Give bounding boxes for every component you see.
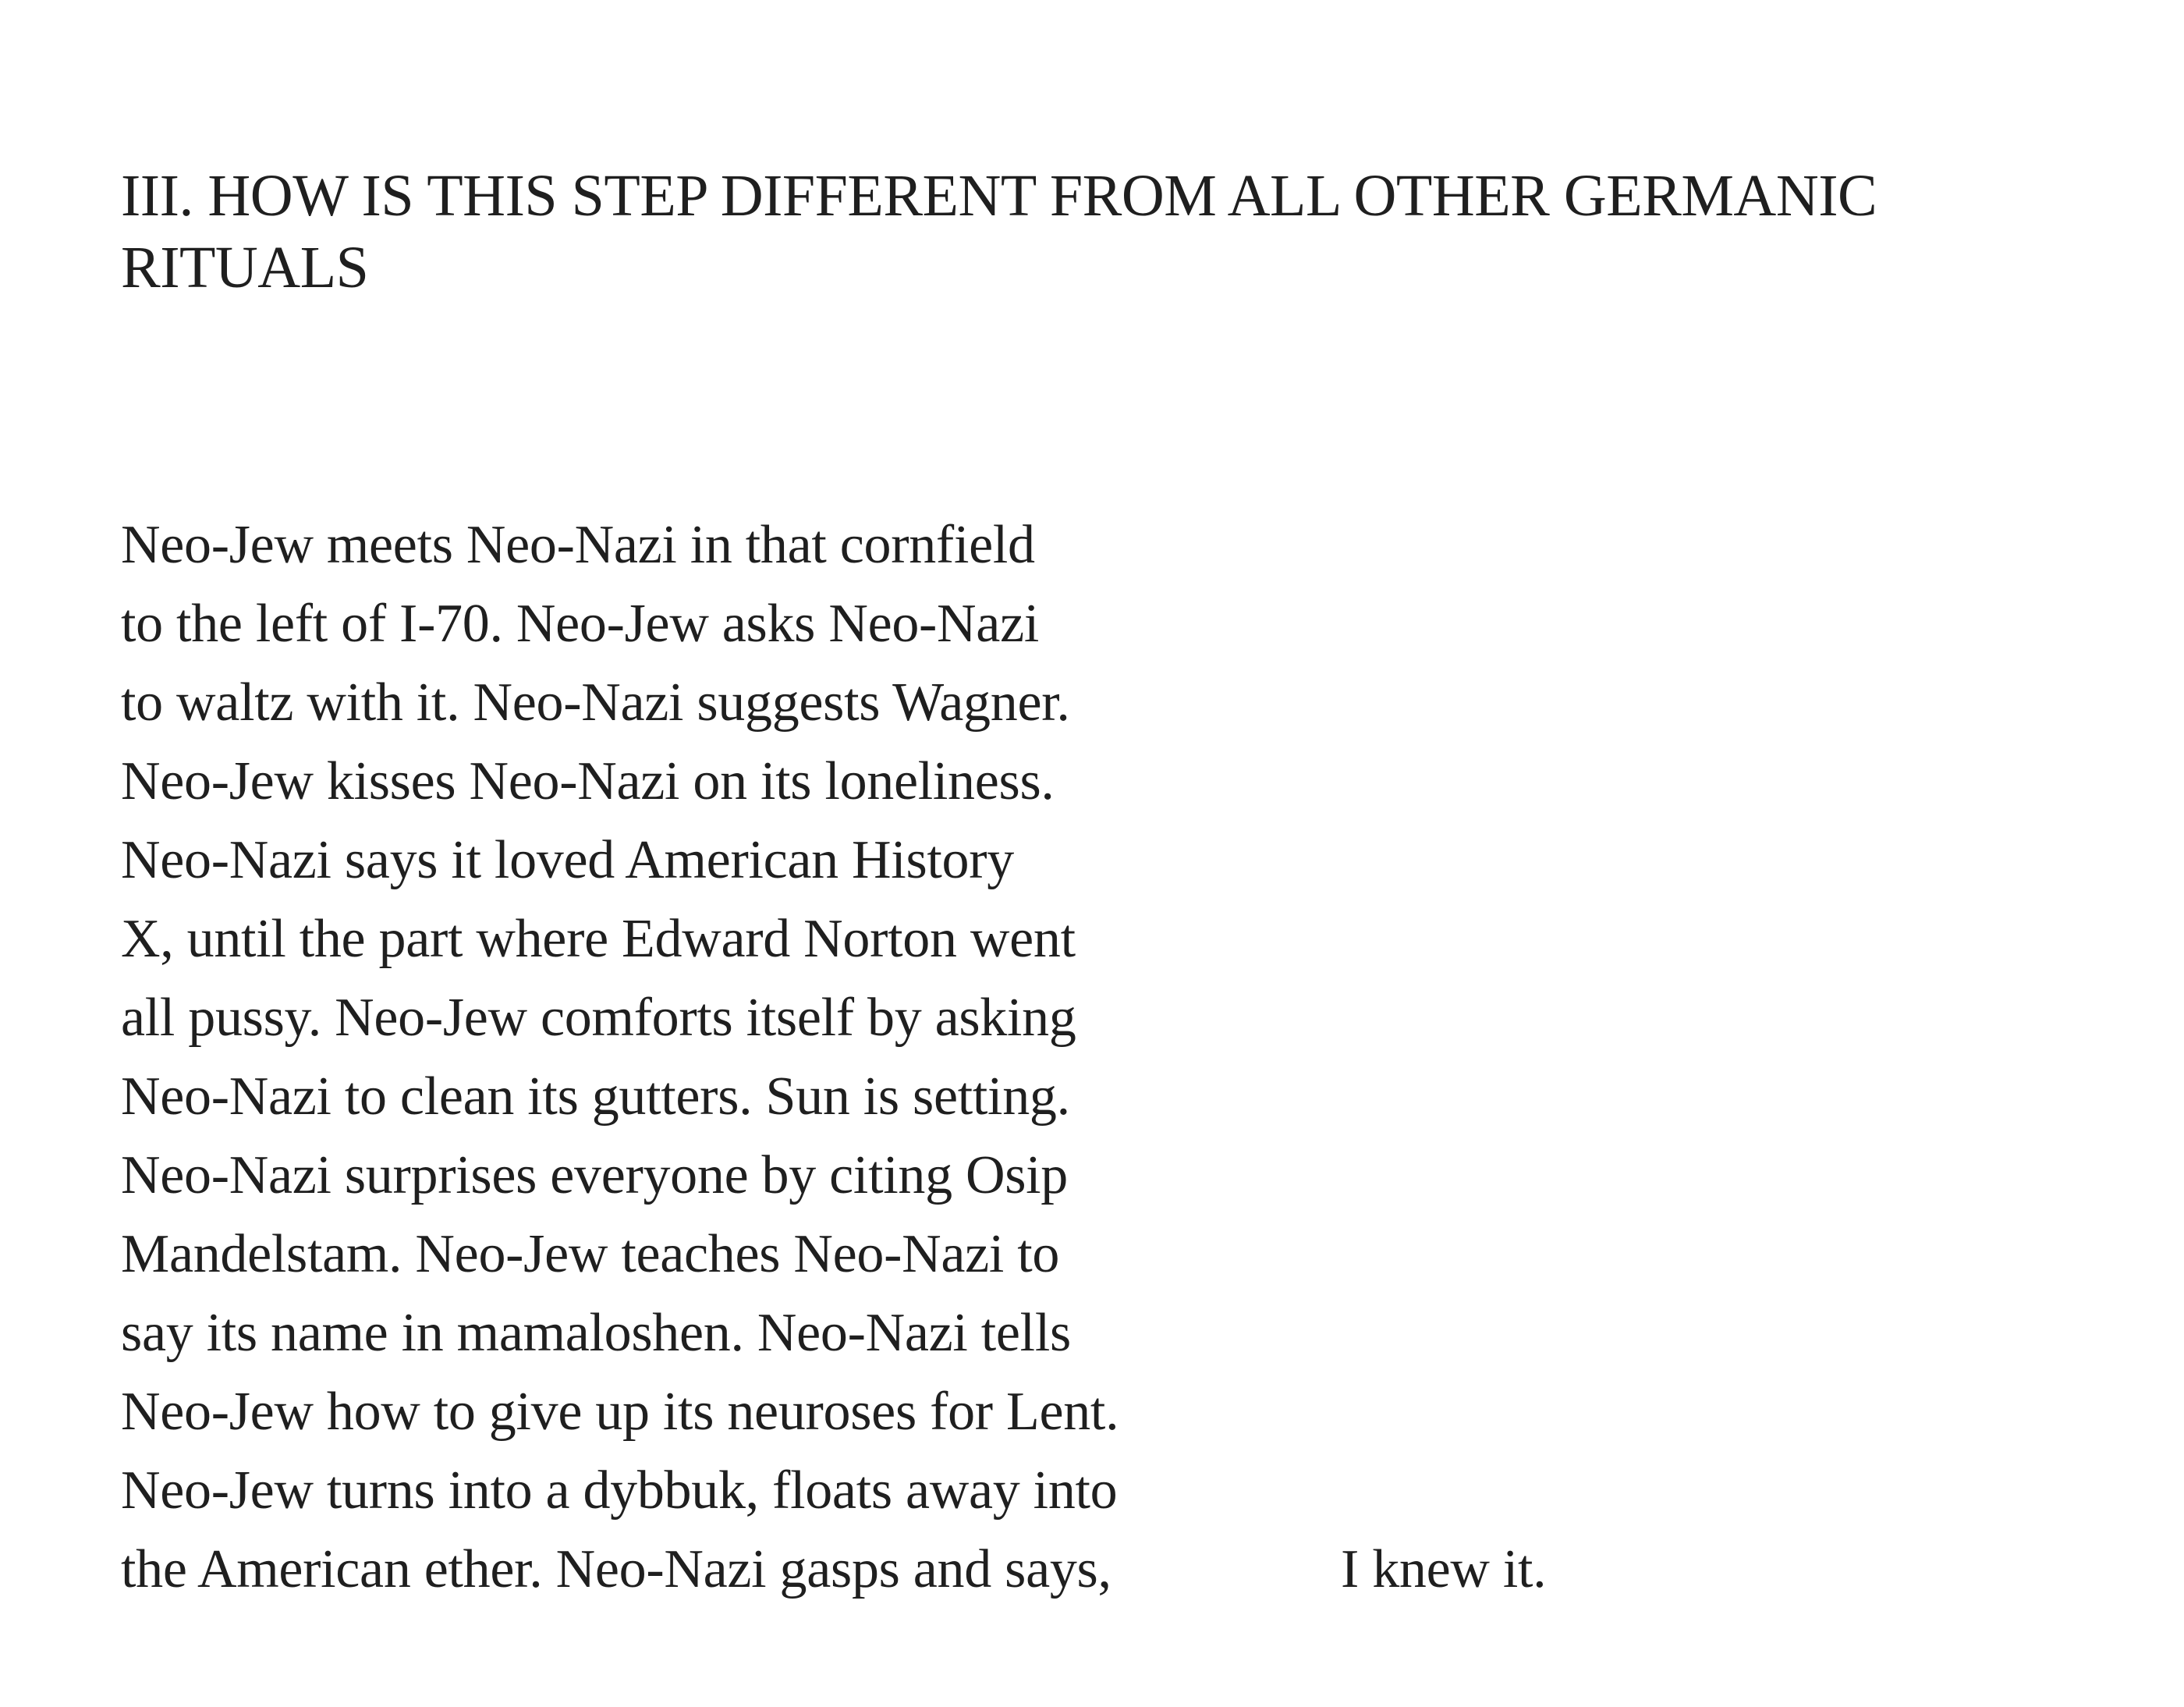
poem-line: Neo-Jew how to give up its neuroses for Lent. — [121, 1382, 1119, 1442]
poem-line: Neo-Jew turns into a dybbuk, floats away into — [121, 1460, 1118, 1521]
poem-title-line: RITUALS — [121, 235, 369, 300]
poem-line: Neo-Jew meets Neo-Nazi in that cornfield — [121, 515, 1035, 575]
poem-line: to the left of I-70. Neo-Jew asks Neo-Nazi — [121, 594, 1039, 654]
poem-line: Neo-Nazi surprises everyone by citing Osip — [121, 1145, 1069, 1205]
poem-line: Neo-Nazi to clean its gutters. Sun is setting. — [121, 1066, 1070, 1127]
poem-title-line: III. HOW IS THIS STEP DIFFERENT FROM ALL OTHER GERMANIC — [121, 163, 1877, 229]
poem-final-phrase: I knew it. — [1341, 1539, 1547, 1599]
poem-line-last-text: the American ether. Neo-Nazi gasps and says, — [121, 1539, 1112, 1599]
poem-line: Mandelstam. Neo-Jew teaches Neo-Nazi to — [121, 1224, 1060, 1284]
poem-line: Neo-Jew kisses Neo-Nazi on its loneliness. — [121, 751, 1055, 811]
poem-line-last — [121, 1530, 1993, 1609]
poem-body — [121, 506, 1993, 1609]
poem-line: X, until the part where Edward Norton went — [121, 909, 1076, 969]
poem-line: Neo-Nazi says it loved American History — [121, 830, 1014, 890]
poem-line: to waltz with it. Neo-Nazi suggests Wagner. — [121, 673, 1070, 733]
poem-line: say its name in mamaloshen. Neo-Nazi tells — [121, 1303, 1071, 1363]
poem-line: all pussy. Neo-Jew comforts itself by asking — [121, 988, 1076, 1048]
poem-title — [121, 160, 2071, 303]
